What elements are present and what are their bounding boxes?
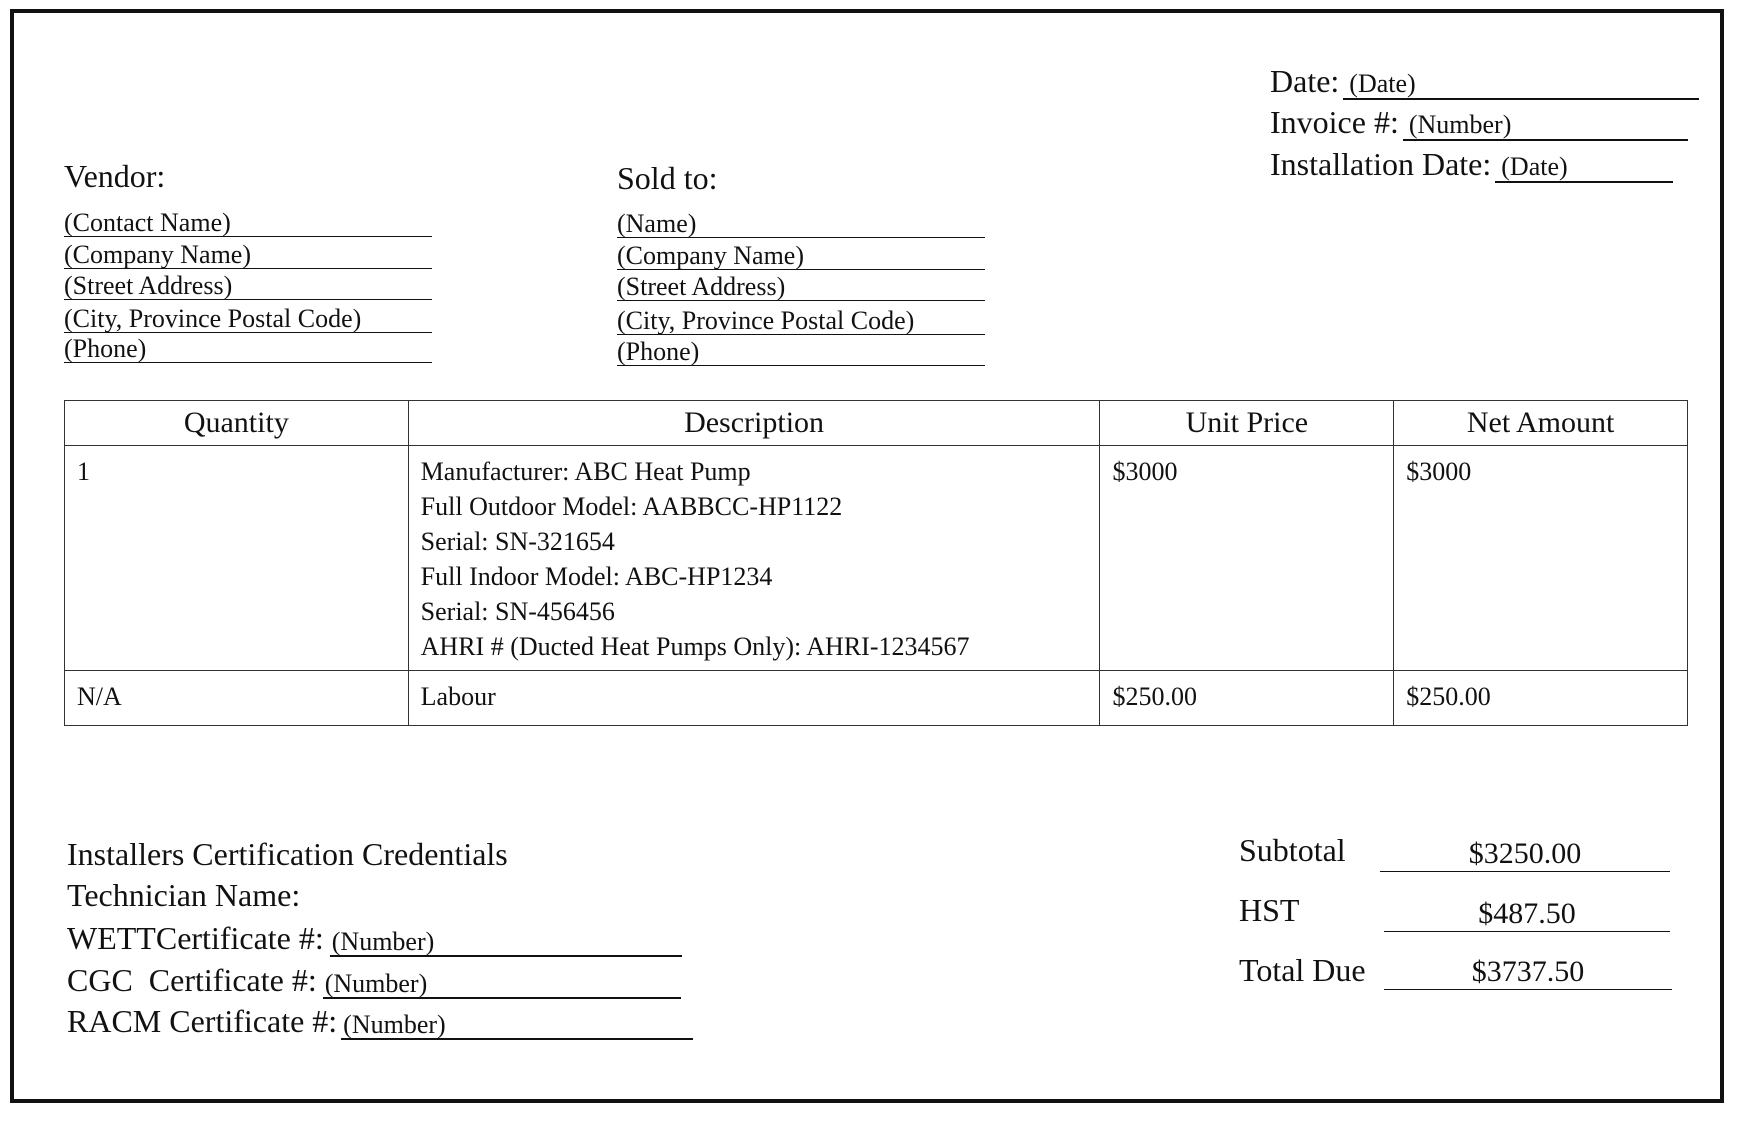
technician-name-label: Technician Name: <box>67 877 301 913</box>
cell-unit-price: $250.00 <box>1100 671 1394 726</box>
subtotal-label: Subtotal <box>1239 832 1346 868</box>
wett-certificate-label: WETTCertificate #: <box>67 920 324 956</box>
table-row <box>65 671 1688 726</box>
sold-to-name[interactable]: (Name) <box>617 209 985 238</box>
date-row <box>1270 60 1699 100</box>
header-quantity: Quantity <box>65 401 409 446</box>
vendor-title: Vendor: <box>64 158 166 194</box>
installation-date-field[interactable]: (Date) <box>1495 149 1673 183</box>
hst-value: $487.50 <box>1384 896 1670 932</box>
total-due-value: $3737.50 <box>1384 954 1672 990</box>
cgc-certificate-label: CGC Certificate #: <box>67 962 317 998</box>
invoice-number-row <box>1270 101 1688 141</box>
racm-certificate-label: RACM Certificate #: <box>67 1003 338 1039</box>
description-line: Full Indoor Model: ABC-HP1234 <box>420 562 773 591</box>
sold-to-title: Sold to: <box>617 160 718 196</box>
cell-unit-price: $3000 <box>1100 446 1394 671</box>
date-field[interactable]: (Date) <box>1343 66 1699 100</box>
vendor-company-name[interactable]: (Company Name) <box>64 240 432 269</box>
sold-to-phone[interactable]: (Phone) <box>617 337 985 366</box>
description-line: Full Outdoor Model: AABBCC-HP1122 <box>420 492 843 521</box>
cgc-certificate-row <box>67 959 681 999</box>
description-line: Serial: SN-321654 <box>420 527 615 556</box>
racm-certificate-row <box>67 1000 693 1040</box>
cell-net-amount: $3000 <box>1394 446 1688 671</box>
header-unit-price: Unit Price <box>1100 401 1394 446</box>
wett-certificate-row <box>67 917 682 957</box>
total-due-label: Total Due <box>1239 952 1366 988</box>
cell-net-amount: $250.00 <box>1394 671 1688 726</box>
hst-label: HST <box>1239 892 1300 928</box>
vendor-contact-name[interactable]: (Contact Name) <box>64 208 432 237</box>
description-line: Manufacturer: ABC Heat Pump <box>420 457 751 486</box>
cell-description <box>408 671 1100 726</box>
vendor-city-province[interactable]: (City, Province Postal Code) <box>64 304 432 333</box>
date-label: Date: <box>1270 63 1340 99</box>
table-row <box>65 446 1688 671</box>
vendor-phone[interactable]: (Phone) <box>64 334 432 363</box>
header-net-amount: Net Amount <box>1394 401 1688 446</box>
installation-date-label: Installation Date: <box>1270 146 1492 182</box>
description-line: Labour <box>420 682 496 711</box>
line-items-table <box>64 400 1688 726</box>
sold-to-street-address[interactable]: (Street Address) <box>617 272 985 301</box>
invoice-number-field[interactable]: (Number) <box>1403 107 1688 141</box>
sold-to-company-name[interactable]: (Company Name) <box>617 241 985 270</box>
subtotal-value: $3250.00 <box>1380 836 1670 872</box>
cell-description <box>408 446 1100 671</box>
sold-to-city-province[interactable]: (City, Province Postal Code) <box>617 306 985 335</box>
description-line: Serial: SN-456456 <box>420 597 615 626</box>
cell-quantity: N/A <box>65 671 409 726</box>
racm-certificate-field[interactable]: (Number) <box>341 1008 693 1040</box>
wett-certificate-field[interactable]: (Number) <box>330 925 682 957</box>
header-description: Description <box>408 401 1100 446</box>
table-header-row <box>65 401 1688 446</box>
certification-title: Installers Certification Credentials <box>67 836 508 872</box>
cell-quantity: 1 <box>65 446 409 671</box>
installation-date-row <box>1270 143 1673 183</box>
invoice-number-label: Invoice #: <box>1270 104 1399 140</box>
cgc-certificate-field[interactable]: (Number) <box>323 967 681 999</box>
vendor-street-address[interactable]: (Street Address) <box>64 271 432 300</box>
description-line: AHRI # (Ducted Heat Pumps Only): AHRI-1234567 <box>420 632 970 661</box>
